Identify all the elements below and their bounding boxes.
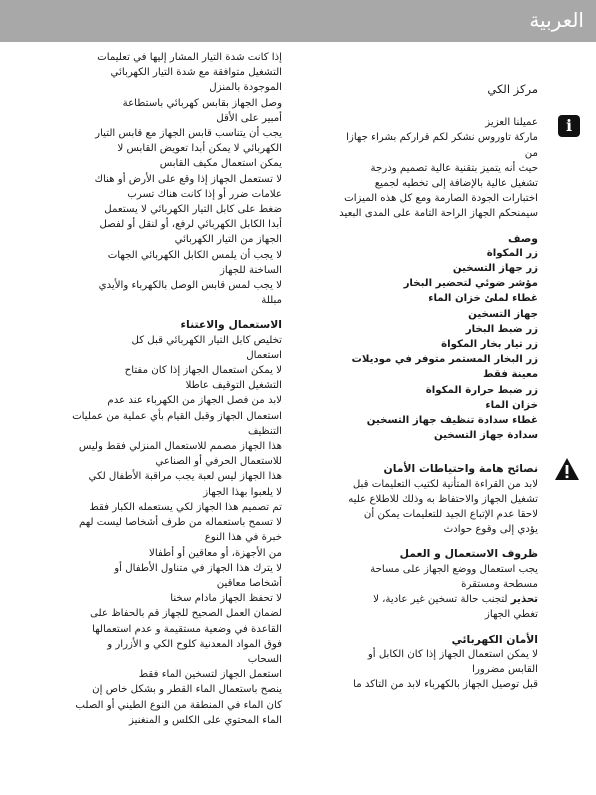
- text-line: ضغط على كابل التيار الكهربائي لا يستعمل: [104, 204, 282, 216]
- intro-line: سيمنحكم الجهاز الراحة التامة على المدى البعيد: [339, 208, 538, 220]
- text-line: لا يجب لمس قابس الوصل بالكهرباء والأيدي: [98, 280, 282, 292]
- left-column: [22, 50, 282, 728]
- description-heading: وصف: [507, 231, 538, 245]
- description-item: سدادة جهاز التسخين: [434, 430, 538, 442]
- warning-text: لتجنب حالة تسخين غير عادية، لا: [373, 594, 508, 606]
- electrical-heading: الأمان الكهربائي: [451, 632, 538, 646]
- safety-line: تشغيل الجهاز والاحتفاظ به وذلك للاطلاع عليه: [348, 493, 538, 505]
- safety-block: [288, 461, 538, 476]
- description-item: غطاء سدادة تنظيف جهاز التسخين: [366, 415, 538, 427]
- info-icon: i: [558, 115, 580, 137]
- text-line: لابد من فصل الجهاز من الكهرباء عند عدم: [107, 395, 282, 407]
- greeting-text: عميلنا العزيز: [485, 117, 538, 129]
- description-item: جهاز التسخين: [468, 308, 538, 320]
- text-line: أشخاصا معاقين: [216, 577, 282, 589]
- text-line: أبدا الكابل الكهربائي لرفع، أو لنقل أو لفصل: [99, 219, 282, 231]
- text-line: علامات ضرر أو إذا كانت هناك تسرب: [127, 188, 282, 200]
- text-line: الموجودة بالمنزل: [209, 82, 282, 94]
- text-line: كان الماء في المنطقة من النوع الطيني أو الصلب: [75, 699, 282, 711]
- text-line: مبللة: [261, 295, 282, 307]
- text-line: وصل الجهاز بقابس كهربائي باستطاعة: [122, 97, 282, 109]
- warning-line: تغطي الجهاز: [484, 609, 538, 621]
- text-line: الماء المحتوي على الكلس و المنغنيز: [129, 714, 282, 726]
- intro-line: تشغيل عالية بالإضافة إلى تخطيه لجميع: [374, 178, 538, 190]
- text-line: إذا كانت شدة التيار المشار إليها في تعليمات: [97, 52, 282, 63]
- safety-line: لابد من القراءة المتأنية لكتيب التعليمات قبل: [352, 478, 538, 490]
- text-line: فوق المواد المعدنية كلوح الكي و الأزرار و: [107, 638, 282, 650]
- text-line: التشغيل التوقيف عاطلا: [185, 380, 282, 392]
- text-line: من الأجهزة، أو معاقين أو أطفالا: [149, 547, 282, 559]
- description-item: غطاء لملئ خزان الماء: [428, 293, 538, 305]
- text-line: لا تحفظ الجهاز مادام سخنا: [170, 593, 282, 605]
- text-line: استعمل الجهاز لتسخين الماء فقط: [138, 669, 282, 681]
- safety-line: يؤدي إلى وقوع حوادث: [443, 524, 538, 536]
- description-item: مؤشر ضوئي لتحضير البخار: [403, 278, 538, 290]
- text-line: استعمال الجهاز وقبل القيام بأي عملية من عمليات: [72, 410, 282, 422]
- text-line: ينصح باستعمال الماء القطر و بشكل خاص إن: [92, 684, 282, 696]
- text-line: التنظيف: [247, 425, 282, 437]
- description-item: معينة فقط: [482, 369, 538, 381]
- warning-label: تحذير: [510, 594, 538, 606]
- warning-icon: [554, 457, 580, 481]
- conditions-line: يجب استعمال ووضع الجهاز على مساحة: [370, 563, 538, 575]
- text-line: لا يترك هذا الجهاز في متناول الأطفال أو: [114, 562, 282, 574]
- text-line: الساخنة للجهاز: [220, 264, 282, 276]
- text-line: أمبير على الأقل: [216, 112, 282, 124]
- service-center-heading: مركز الكي: [487, 82, 538, 96]
- description-item: زر ضبط البخار: [465, 323, 538, 335]
- text-line: يجب أن يتناسب قابس الجهاز مع قابس التيار: [95, 128, 282, 140]
- page-header: [0, 0, 596, 42]
- greeting-block: [288, 115, 573, 136]
- text-line: للاستعمال الحرفي أو الصناعي: [155, 456, 282, 468]
- text-line: لا تسمح باستعماله من طرف أشخاصا ليست لهم: [78, 517, 282, 529]
- safety-line: لاحقا عدم الإتباع الجيد للتعليمات يمكن أن: [363, 509, 538, 521]
- text-line: يمكن استعمال مكيف القابس: [159, 158, 282, 170]
- text-line: خبرة في هذا النوع: [204, 532, 282, 544]
- intro-line: حيث أنه يتميز بتقنية عالية تصميم ودرجة: [370, 162, 538, 174]
- description-item: زر جهاز التسخين: [452, 263, 538, 275]
- description-item: زر المكواة: [486, 247, 538, 259]
- description-item: خزان الماء: [485, 399, 538, 411]
- text-line: هذا الجهاز مصمم للاستعمال المنزلي فقط وليس: [78, 441, 282, 453]
- use-care-heading: الاستعمال والاعتناء: [180, 318, 282, 332]
- language-label: العربية: [529, 8, 584, 32]
- description-item: زر البخار المستمر متوفر في موديلات: [351, 354, 538, 366]
- conditions-heading: ظروف الاستعمال و العمل: [399, 547, 538, 561]
- text-line: الكهربائي لا يمكن أبدا تعويض القابس لا: [117, 143, 282, 155]
- safety-heading: نصائح هامة واحتياطات الأمان: [383, 462, 538, 476]
- text-line: تخليص كابل التيار الكهربائي قبل كل: [131, 334, 282, 346]
- text-line: القاعدة في وضعية مستقيمة و عدم استعمالها: [92, 623, 282, 635]
- electrical-line: القابس مضرورا: [472, 663, 538, 675]
- text-line: لا يلعبوا بهذا الجهاز: [203, 486, 282, 498]
- description-item: زر ضبط حرارة المكواة: [425, 384, 538, 396]
- electrical-line: لا يمكن استعمال الجهاز إذا كان الكابل أو: [367, 648, 538, 660]
- right-column: [288, 82, 573, 692]
- intro-line: اختبارات الجودة الصارمة ومع كل هذه الميزات: [344, 193, 538, 205]
- intro-line: ماركة تاوروس نشكر لكم قراركم بشراء جهازا: [346, 132, 538, 144]
- text-line: استعمال: [246, 349, 282, 361]
- text-line: لا يمكن استعمال الجهاز إذا كان مفتاح: [124, 365, 282, 377]
- intro-line: من: [524, 147, 538, 159]
- text-line: لا تستعمل الجهاز إذا وقع على الأرض أو هناك: [94, 173, 282, 185]
- text-line: تم تصميم هذا الجهاز لكي يستعمله الكبار فقط: [89, 501, 282, 513]
- text-line: السحاب: [247, 653, 282, 665]
- text-line: هذا الجهاز ليس لعبة يجب مراقبة الأطفال لكي: [88, 471, 282, 483]
- text-line: الجهاز من التيار الكهربائي: [174, 234, 282, 246]
- description-item: زر تيار بخار المكواة: [441, 339, 538, 351]
- conditions-line: مسطحة ومستقرة: [461, 578, 538, 590]
- text-line: لضمان العمل الصحيح للجهاز قم بالحفاظ على: [90, 608, 282, 620]
- text-line: لا يجب أن يلمس الكابل الكهربائي الجهات: [107, 249, 282, 261]
- text-line: التشغيل متوافقة مع شدة التيار الكهربائي: [110, 67, 282, 79]
- warning-line: [288, 592, 538, 607]
- electrical-line: قبل توصيل الجهاز بالكهرباء لابد من التاكد ما: [353, 679, 538, 691]
